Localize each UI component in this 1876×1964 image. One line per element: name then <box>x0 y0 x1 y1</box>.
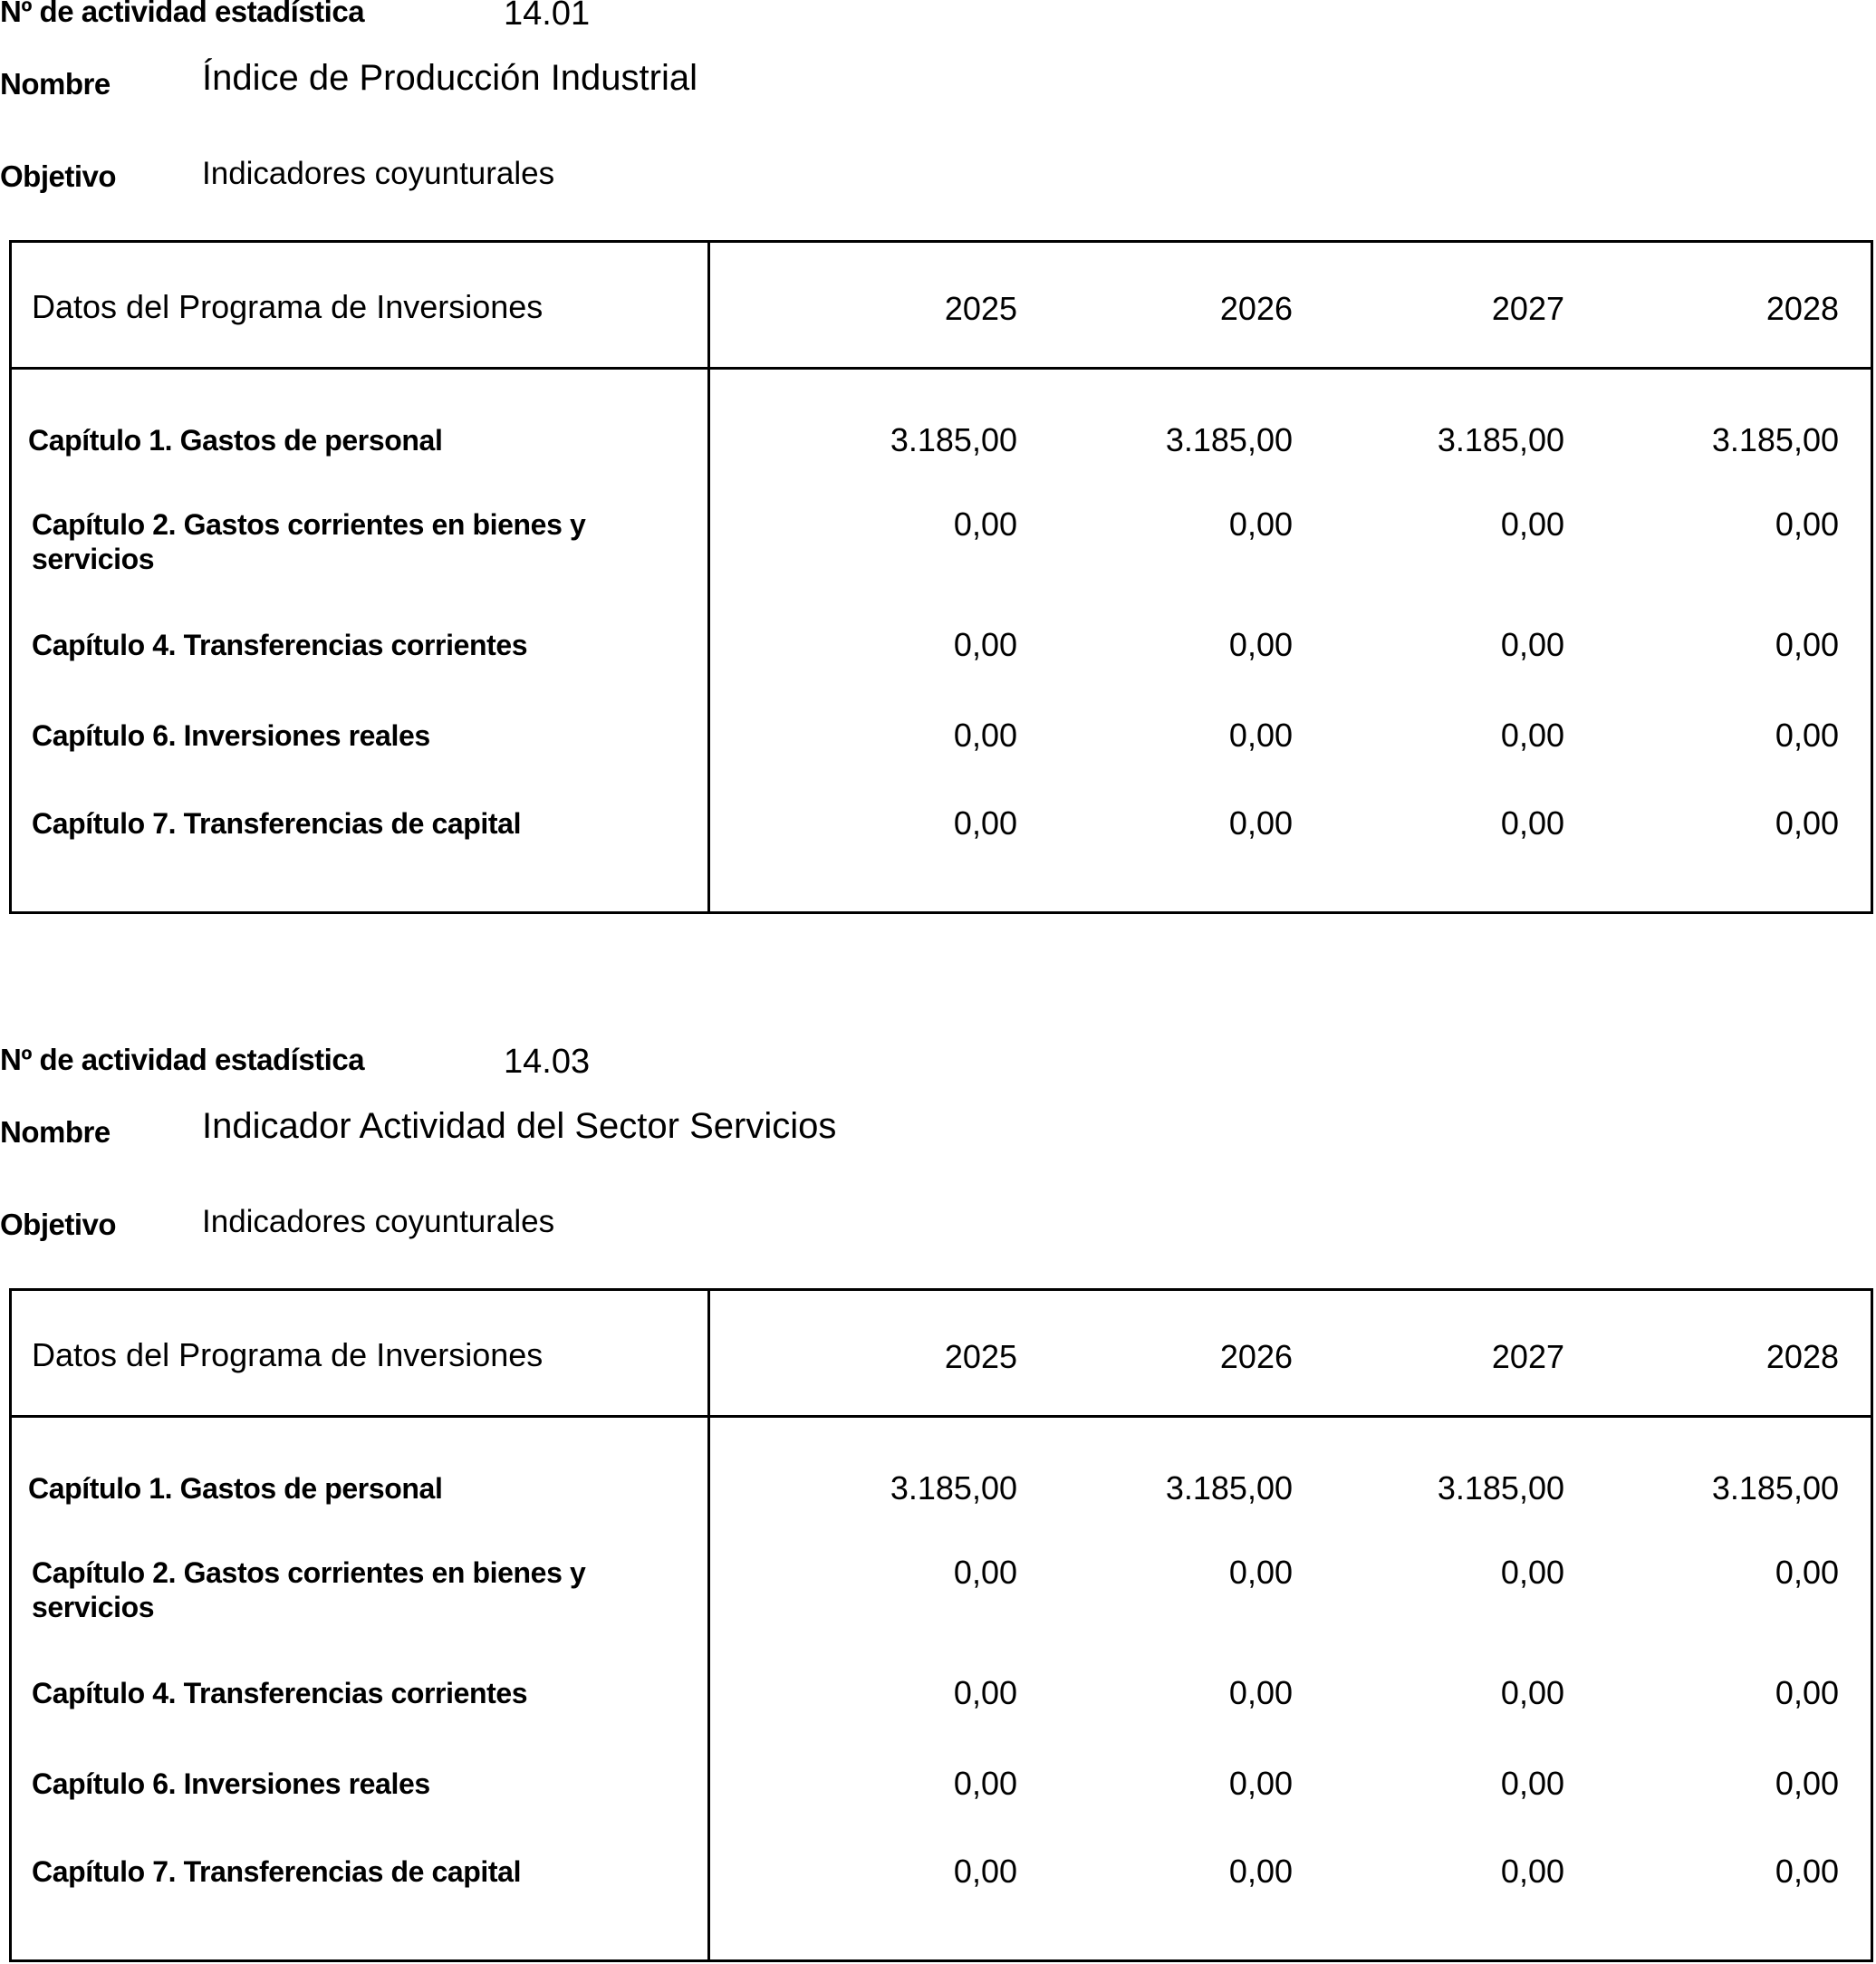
row-label-capitulo-7: Capítulo 7. Transferencias de capital <box>32 1855 522 1888</box>
row-value-capitulo-6-2028: 0,00 <box>1775 1765 1839 1802</box>
row-value-capitulo-2-2027: 0,00 <box>1500 505 1564 543</box>
year-header-2027: 2027 <box>1491 1338 1564 1375</box>
row-value-capitulo-1-2028: 3.185,00 <box>1711 421 1839 458</box>
row-value-capitulo-4-2025: 0,00 <box>953 1674 1017 1711</box>
row-value-capitulo-1-2027: 3.185,00 <box>1437 421 1564 458</box>
row-label-capitulo-6: Capítulo 6. Inversiones reales <box>32 1767 430 1800</box>
row-value-capitulo-1-2025: 3.185,00 <box>890 421 1017 458</box>
row-label-capitulo-2: Capítulo 2. Gastos corrientes en bienes y servicios <box>32 1556 586 1623</box>
objective-value: Indicadores coyunturales <box>202 156 555 191</box>
activity-number-value: 14.01 <box>504 0 591 33</box>
table-header-label: Datos del Programa de Inversiones <box>32 288 544 325</box>
row-label-capitulo-4: Capítulo 4. Transferencias corrientes <box>32 629 528 661</box>
row-value-capitulo-4-2026: 0,00 <box>1228 1674 1293 1711</box>
row-value-capitulo-1-2027: 3.185,00 <box>1437 1469 1564 1507</box>
column-divider <box>707 1291 710 1959</box>
objective-label: Objetivo <box>0 1208 117 1241</box>
objective-value: Indicadores coyunturales <box>202 1204 555 1239</box>
row-value-capitulo-2-2026: 0,00 <box>1228 505 1293 543</box>
row-value-capitulo-7-2026: 0,00 <box>1228 1853 1293 1890</box>
year-header-2028: 2028 <box>1765 1338 1839 1375</box>
table-header-label: Datos del Programa de Inversiones <box>32 1336 544 1373</box>
row-value-capitulo-7-2026: 0,00 <box>1228 804 1293 842</box>
activity-number-label: Nº de actividad estadística <box>0 0 365 28</box>
row-value-capitulo-2-2028: 0,00 <box>1775 505 1839 543</box>
row-value-capitulo-4-2028: 0,00 <box>1775 626 1839 663</box>
year-header-2026: 2026 <box>1219 290 1293 327</box>
activity-number-label: Nº de actividad estadística <box>0 1043 365 1076</box>
row-value-capitulo-4-2027: 0,00 <box>1500 1674 1564 1711</box>
row-value-capitulo-6-2027: 0,00 <box>1500 1765 1564 1802</box>
year-header-2025: 2025 <box>944 1338 1017 1375</box>
row-value-capitulo-6-2028: 0,00 <box>1775 717 1839 754</box>
name-value: Índice de Producción Industrial <box>202 58 697 98</box>
year-header-2028: 2028 <box>1765 290 1839 327</box>
row-value-capitulo-2-2025: 0,00 <box>953 1554 1017 1591</box>
row-value-capitulo-2-2026: 0,00 <box>1228 1554 1293 1591</box>
name-label: Nombre <box>0 1115 111 1149</box>
row-value-capitulo-7-2027: 0,00 <box>1500 804 1564 842</box>
row-value-capitulo-6-2027: 0,00 <box>1500 717 1564 754</box>
row-value-capitulo-2-2028: 0,00 <box>1775 1554 1839 1591</box>
row-value-capitulo-1-2026: 3.185,00 <box>1165 421 1293 458</box>
year-header-2027: 2027 <box>1491 290 1564 327</box>
row-label-capitulo-4: Capítulo 4. Transferencias corrientes <box>32 1677 528 1709</box>
activity-number-value: 14.03 <box>504 1043 591 1081</box>
row-value-capitulo-6-2026: 0,00 <box>1228 1765 1293 1802</box>
row-label-capitulo-6: Capítulo 6. Inversiones reales <box>32 719 430 752</box>
row-value-capitulo-6-2025: 0,00 <box>953 1765 1017 1802</box>
row-value-capitulo-2-2025: 0,00 <box>953 505 1017 543</box>
activity-section-2 <box>0 1043 1876 1963</box>
year-header-2026: 2026 <box>1219 1338 1293 1375</box>
column-divider <box>707 243 710 911</box>
row-value-capitulo-7-2028: 0,00 <box>1775 804 1839 842</box>
row-value-capitulo-2-2027: 0,00 <box>1500 1554 1564 1591</box>
row-value-capitulo-7-2027: 0,00 <box>1500 1853 1564 1890</box>
row-value-capitulo-4-2028: 0,00 <box>1775 1674 1839 1711</box>
row-value-capitulo-4-2025: 0,00 <box>953 626 1017 663</box>
row-value-capitulo-1-2025: 3.185,00 <box>890 1469 1017 1507</box>
header-divider <box>12 1415 1871 1418</box>
row-value-capitulo-1-2028: 3.185,00 <box>1711 1469 1839 1507</box>
row-value-capitulo-6-2025: 0,00 <box>953 717 1017 754</box>
name-value: Indicador Actividad del Sector Servicios <box>202 1106 837 1146</box>
investment-table <box>9 240 1873 914</box>
row-value-capitulo-7-2028: 0,00 <box>1775 1853 1839 1890</box>
name-label: Nombre <box>0 67 111 101</box>
investment-table <box>9 1288 1873 1962</box>
row-label-capitulo-7: Capítulo 7. Transferencias de capital <box>32 807 522 840</box>
row-value-capitulo-7-2025: 0,00 <box>953 1853 1017 1890</box>
row-value-capitulo-7-2025: 0,00 <box>953 804 1017 842</box>
header-divider <box>12 367 1871 370</box>
year-header-2025: 2025 <box>944 290 1017 327</box>
row-value-capitulo-1-2026: 3.185,00 <box>1165 1469 1293 1507</box>
row-label-capitulo-1: Capítulo 1. Gastos de personal <box>28 1472 443 1505</box>
row-label-capitulo-2: Capítulo 2. Gastos corrientes en bienes y servicios <box>32 508 586 575</box>
activity-section-1 <box>0 0 1876 915</box>
objective-label: Objetivo <box>0 159 117 193</box>
row-value-capitulo-4-2026: 0,00 <box>1228 626 1293 663</box>
row-label-capitulo-1: Capítulo 1. Gastos de personal <box>28 424 443 457</box>
row-value-capitulo-6-2026: 0,00 <box>1228 717 1293 754</box>
row-value-capitulo-4-2027: 0,00 <box>1500 626 1564 663</box>
